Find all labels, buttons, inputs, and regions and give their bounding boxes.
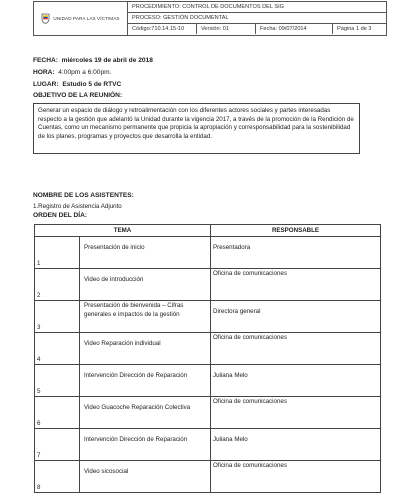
meeting-date: FECHA: miércoles 19 de abril de 2018: [33, 57, 153, 64]
responsible-column-header: RESPONSABLE: [211, 225, 381, 237]
table-row: [35, 269, 381, 301]
table-row: [35, 237, 381, 269]
attendees-text: 1.Registro de Asistencia Adjunto: [33, 203, 122, 210]
attendees-label: NOMBRE DE LOS ASISTENTES:: [33, 192, 134, 199]
topic-column-header: TEMA: [35, 225, 211, 237]
agenda-item-responsible: Presentadora: [213, 244, 251, 251]
org-name: UNIDAD PARA LAS VÍCTIMAS: [53, 16, 120, 21]
objective-text: Generar un espacio de diálogo y retroalimentación con los diferentes actores sociales y partes interesadas respecto a la gestión que adelantó la Unidad durante la vigencia 2017, a través de la promoción de la Rendición de Cuentas, como un mecanismo permanente que propicia la apropiación y corresponsabilidad para la sostenibilidad de los planes, programas y proyectos que desarrolla la entidad.: [38, 107, 354, 141]
meeting-time: HORA: 4:00pm a 6:00pm.: [33, 69, 112, 76]
agenda-item-responsible: Juliana Melo: [213, 372, 248, 379]
agenda-label: ORDEN DEL DÍA:: [33, 212, 88, 219]
org-logo: [34, 2, 128, 35]
agenda-item-number: 4: [37, 356, 41, 363]
agenda-item-topic: Video de introducción: [84, 276, 144, 283]
table-row: [35, 429, 381, 461]
page-number: Página 1 de 3: [337, 26, 372, 32]
agenda-item-topic: Presentación de bienvenida – Cifras generales e impactos de la gestión: [84, 302, 184, 318]
agenda-item-responsible: Oficina de comunicaciones: [213, 398, 287, 405]
agenda-item-number: 7: [37, 452, 41, 459]
agenda-item-responsible: Oficina de comunicaciones: [213, 462, 287, 469]
document-header: [33, 1, 387, 36]
objective-box: [33, 103, 360, 154]
agenda-item-topic: Video Reparación individual: [84, 340, 161, 347]
meeting-place: LUGAR: Estudio 5 de RTVC: [33, 81, 122, 88]
agenda-item-topic: Video Guacoche Reparación Colectiva: [84, 404, 191, 411]
agenda-header-row: [35, 225, 381, 237]
agenda-item-topic: Presentación de inicio: [84, 244, 145, 251]
agenda-item-responsible: Directora general: [213, 308, 261, 315]
agenda-item-number: 3: [37, 324, 41, 331]
document-date: Fecha: 09/07/2014: [256, 24, 333, 34]
document-code: Código:710.14.15-10: [128, 24, 197, 34]
agenda-item-topic: Intervención Dirección de Reparación: [84, 372, 188, 379]
agenda-item-topic: Video sicosocial: [84, 468, 129, 475]
table-row: [35, 301, 381, 333]
agenda-item-responsible: Oficina de comunicaciones: [213, 270, 287, 277]
document-version: Versión: 01: [197, 24, 256, 34]
agenda-item-number: 1: [37, 260, 41, 267]
agenda-item-number: 8: [37, 484, 41, 491]
agenda-item-number: 5: [37, 388, 41, 395]
procedure-title: PROCEDIMIENTO: CONTROL DE DOCUMENTOS DEL SIG: [128, 2, 386, 13]
table-row: [35, 397, 381, 429]
table-row: [35, 461, 381, 493]
table-row: [35, 333, 381, 365]
agenda-item-responsible: Oficina de comunicaciones: [213, 334, 287, 341]
agenda-item-responsible: Juliana Melo: [213, 436, 248, 443]
agenda-item-number: 2: [37, 292, 41, 299]
agenda-item-number: 6: [37, 420, 41, 427]
agenda-item-topic: Intervención Dirección de Reparación: [84, 436, 188, 443]
table-row: [35, 365, 381, 397]
objective-label: OBJETIVO DE LA REUNIÓN:: [33, 92, 123, 99]
process-title: PROCESO: GESTIÓN DOCUMENTAL: [128, 13, 386, 24]
shield-icon: [41, 13, 50, 24]
agenda-table: [34, 224, 381, 493]
